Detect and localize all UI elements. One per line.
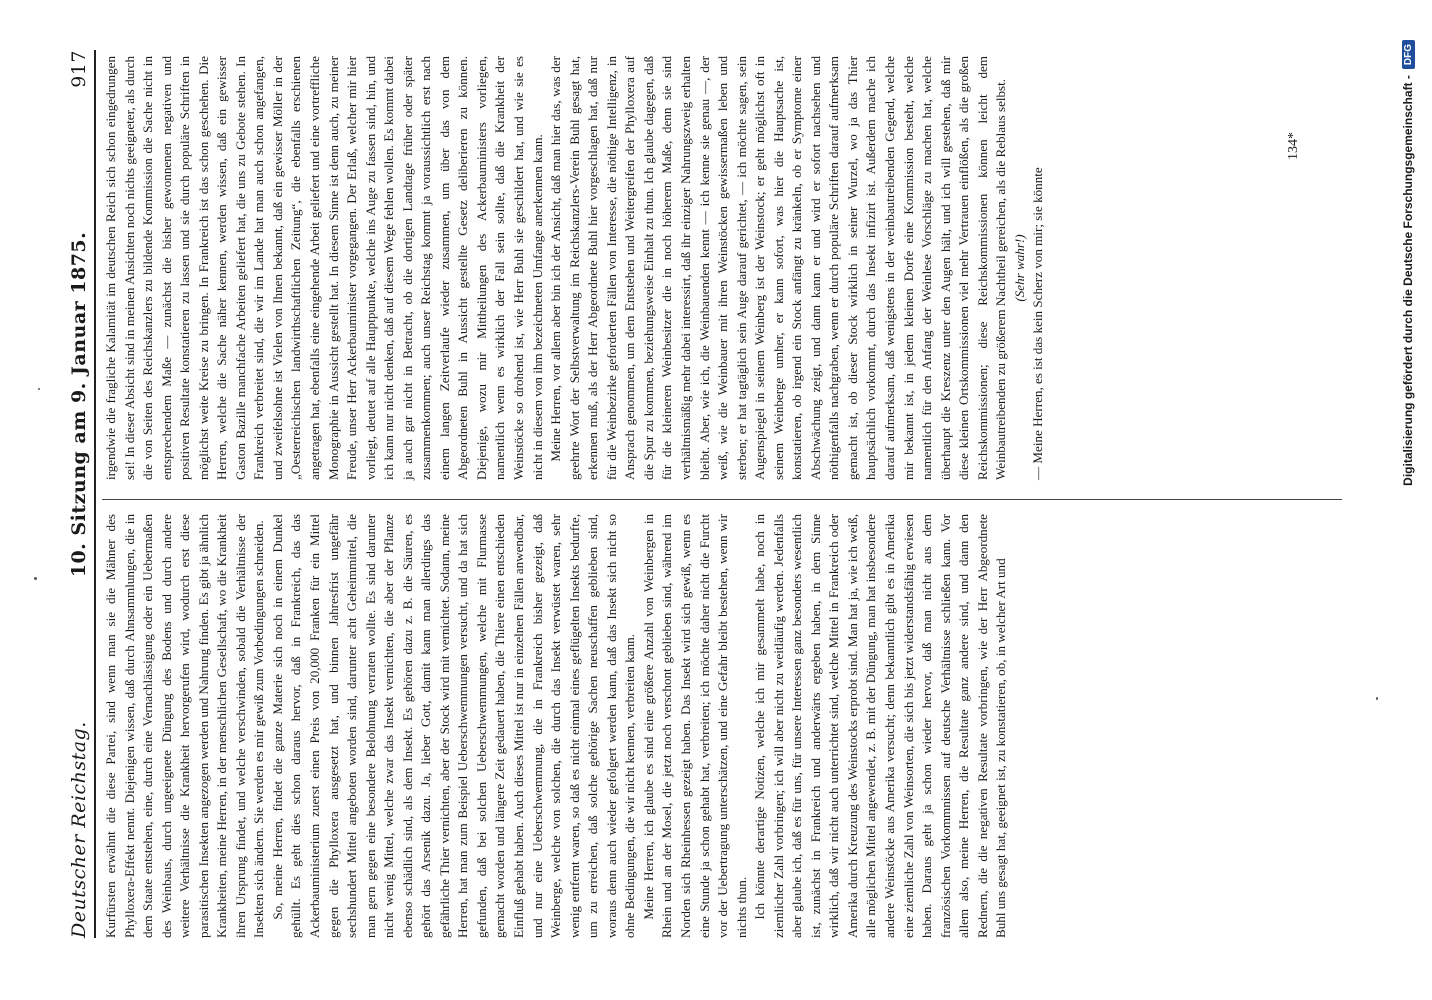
page-number: 917 [68,50,90,88]
paragraph: Meine Herren, ich glaube es sind eine größere Anzahl von Weinbergen in Rhein und an der Mosel, die jetzt noch verschont geblieben sind, während im Norden sich Rheinhessen gezeigt haben. Das Insekt wird sich gewiß, wenn es eine Stunde ja schon gehabt hat, verbreiten; ich möchte daher nicht die Furcht vor der Uebertragung unterschätzen, und eine Gefahr bleibt bestehen, wenn wir nichts thun. [640,514,749,938]
interjection: (Sehr wahr!) [1011,234,1027,302]
paragraph: Kurfürsten erwähnt die diese Partei, sind wenn man sie die Mähner des Phylloxera-Effekt nennt. Diejenigen wissen, daß durch Ahnsammlungen, die in dem Staate entstehen, eine, durch eine Vernachlässigung oder ein Uebermaßen des Weinbaus, durch ungeeignete Düngung des Bodens und durch andere weitere Verhältnisse die Krankheit hervorgerufen wird, wodurch erst diese parasitischen Insekten angezogen werden und Nahrung finden. Es gibt ja ähnlich Krankheiten, meine Herren, in der menschlichen Gesellschaft, wo die Krankheit ihren Ursprung findet, und welche verschwinden, sobald die Verhältnisse der Insekten sich ändern. Sie werden es mir gewiß zum Vorbedingungen schneiden. [103,514,267,938]
signature-mark: 134* [1286,132,1301,160]
left-column [102,514,1011,938]
journal-title: Deutscher Reichstag. [68,721,90,938]
running-head [56,50,96,938]
credit-text: Digitalisierung gefördert durch die Deutsche Forschungsgemeinschaft - [1401,75,1415,486]
right-column [102,56,1048,480]
digitization-credit [1396,40,1420,980]
rotated-document-page [16,10,1416,1000]
paragraph: Ich könnte derartige Notizen, welche ich mir gesammelt habe, noch in ziemlicher Zahl vorbringen; ich will aber nicht zu weitläufig werden. Jedenfalls aber glaube ich, daß es für uns, für unsere Interessen ganz besonders wesentlich ist, zunächst in Frankreich und anderwärts ergeben haben, in dem Sinne wirklich, daß wir nicht auch unterrichtet sind, welche Mittel in Frankreich oder Amerika durch Kreuzung des Weinstocks erprobt sind. Man hat ja, wie ich weiß, alle möglichen Mittel angewendet, z. B. mit der Düngung, man hat insbesondere andere Weinstöcke aus Amerika versucht; denn bekanntlich gibt es in Amerika eine ziemliche Zahl von Weinsorten, die sich bis jetzt widerstandsfähig erwiesen haben. Daraus geht ja schon wieder hervor, daß man nicht aus dem französischen Vorkommnissen auf deutsche Verhältnisse schließen kann. Vor allem also, meine Herren, die Resultate ganz andere sind, und dann den Rednern, die die negativen Resultate vorbringen, wie der Herr Abgeordnete Buhl uns gesagt hat, geeignet ist, zu konstatieren, ob, in welcher Art und [752,514,1009,938]
paragraph: So, meine Herren, findet die ganze Materie sich noch in einem Dunkel gehüllt. Es geht dies schon daraus hervor, daß in Frankreich, das das Ackerbauministerium zuerst einen Preis von 20,000 Franken für ein Mittel gegen die Phylloxera ausgesetzt hat, und binnen Jahresfrist ungefähr sechshundert Mittel angeboten worden sind, darunter acht Geheimmittel, die man gern gegen eine besondere Belohnung verraten wollte. Es sind darunter nicht wenig Mittel, welche zwar das Insekt vernichten, die aber der Pflanze ebenso schädlich sind, als dem Insekt. Es gehören dazu z. B. die Säuren, es gehört das Arsenik dazu. Ja, lieber Gott, damit kann man allerdings das gefährliche Thier vernichten, aber der Stock wird mit vernichtet. Sodann, meine Herren, hat man zum Beispiel Ueberschwemmungen versucht, und da hat sich gefunden, daß bei solchen Ueberschwemmungen, welche mit Flurmasse gemacht worden und längere Zeit gedauert haben, die Thiere einen entschieden Einfluß gehabt haben. Auch dieses Mittel ist nur in einzelnen Fällen anwendbar, und nur eine Ueberschwemmung, die in Frankreich bisher gezeigt, daß Weinberge, welche von solchen, die durch das Insekt verwüstet waren, sehr wenig entfernt waren, so daß es nicht einmal eines geflügelten Insekts bedurfte, um zu erreichen, daß solche gehörige Sachen neuschaffen geblieben sind, woraus denn auch wieder gefolgert werden kann, daß das Insekt sich nicht so ohne Bedingungen, die wir nicht kennen, verbreiten kann. [269,514,638,938]
column-divider [102,499,1342,500]
paragraph: irgendwie die fragliche Kalamität im deutschen Reich sich schon eingedrungen sei! In dieser Absicht sind in meinen Ansichten noch nichts geeigneter, als durch die von Seiten des Reichskanzlers zu bildende Kommission die Sache nicht in entsprechendem Maße — zunächst die bisher gewonnenen negativen und positiven Resultate konstatieren zu lassen und sie durch populäre Schriften in möglichst weite Kreise zu bringen. In Frankreich ist das schon geschehen. Die Herren, welche die Sache näher kennen, werden wissen, daß ein gewisser Gaston Bazille manchfache Arbeiten geliefert hat, die uns zu Gebote stehen. In Frankreich verbreitet sind, die wir im Lande hat man auch schon angefangen, und zweifelsohne ist Vielen von Ihnen bekannt, daß ein gewisser Möller in der „Oesterreichischen landwirthschaftlichen Zeitung“, die ebenfalls erschienen angetragen hat, ebenfalls eine eingehende Arbeit geliefert und eine vortreffliche Monographie in Aussicht gestellt hat. In diesem Sinne ist denn auch, zu meiner Freude, unser Herr Ackerbauminister vorgegangen. Der Erlaß, welcher mir hier vorliegt, deutet auf alle Hauptpunkte, welche ins Auge zu fassen sind, hin, und ich kann nur nicht denken, daß auf diesem Wege fehlen wollen. Es kommt dabei ja auch gar nicht in Betracht, ob die dortigen Landtage früher oder später zusammenkommen; auch unser Reichstag kommt ja voraussichtlich erst nach einem langen Zeitverlaufe wieder zusammen, um über das von dem Abgeordneten Buhl in Aussicht gestellte Gesetz deliberieren zu können. Diejenige, wozu mir Mittheilungen des Ackerbauministers vorliegen, namentlich wenn es wirklich der Fall sein sollte, daß die Krankheit der Weinstöcke so drohend ist, wie Herr Buhl sie geschildert hat, und wie sie es nicht in diesem von ihm bezeichneten Umfange anerkennen kann. [103,56,545,480]
session-title: 10. Sitzung am 9. Januar 1875. [68,231,90,578]
paragraph: Meine Herren, vor allem aber bin ich der Ansicht, daß man hier das, was der geehrte Wort der Selbstverwaltung im Reichskanzlers-Verein Buhl gesagt hat, erkennen muß, als der Herr Abgeordnete Buhl hier vorgeschlagen hat, daß nur für die Weinbezirke geforderten Fällen von Interesse, die nöthige Intelligenz, in Ansprach genommen, um dem Entstehen und Weitergreifen der Phylloxera auf die Spur zu kommen, beziehungsweise Einhalt zu thun. Ich glaube dagegen, daß für die kleineren Weinbesitzer die in noch höherem Maße, denn sie sind verhältnismäßig mehr dabei interessirt, daß ihr einziger Nahrungszweig erhalten bleibt. Aber, wie ich, die Weinbauenden kennt — ich kenne sie genau —, der weiß, wie die Weinbauer mit ihren Weinstöcken gewissermaßen leben und sterben; er hat tagtäglich sein Auge darauf gerichtet, — ich möchte sagen, sein Augenspiegel in seinem Weinberg ist der Weinstock; er geht möglichst oft in seinem Weinberge umher, er kann sofort, was hier die Hauptsache ist, konstatieren, ob irgend ein Stock anfängt zu kränkeln, ob er Symptome einer Abschwächung zeigt, und dann kann er und wird er sofort nachsehen und nöthigenfalls nachgraben, wenn er durch populäre Schriften darauf aufmerksam gemacht ist, ob dieser Stock wirklich in seiner Wurzel, wo ja das Thier hauptsächlich vorkommt, durch das Insekt infizirt ist. Außerdem mache ich darauf aufmerksam, daß wenigstens in der weinbautreibenden Gegend, welche mir bekannt ist, in jedem kleinen Dorfe eine Kommission besteht, welche namentlich für den Anfang der Weinlese Vorschläge zu machen hat, welche überhaupt die Kreszenz unter den Augen hält, und ich will gestehen, daß mir diese kleinen Ortskommissionen viel mehr Vertrauen einflößen, als die großen Reichskommissionen; diese Reichskommissionen können leicht dem Weinbautreibenden zu größerem Nachtheil gereichen, als die Reblaus selbst. [548,56,1009,480]
paragraph: — Meine Herren, es ist das kein Scherz von mir; sie könnte [1030,167,1046,480]
dfg-logo: DFG [1402,40,1415,69]
